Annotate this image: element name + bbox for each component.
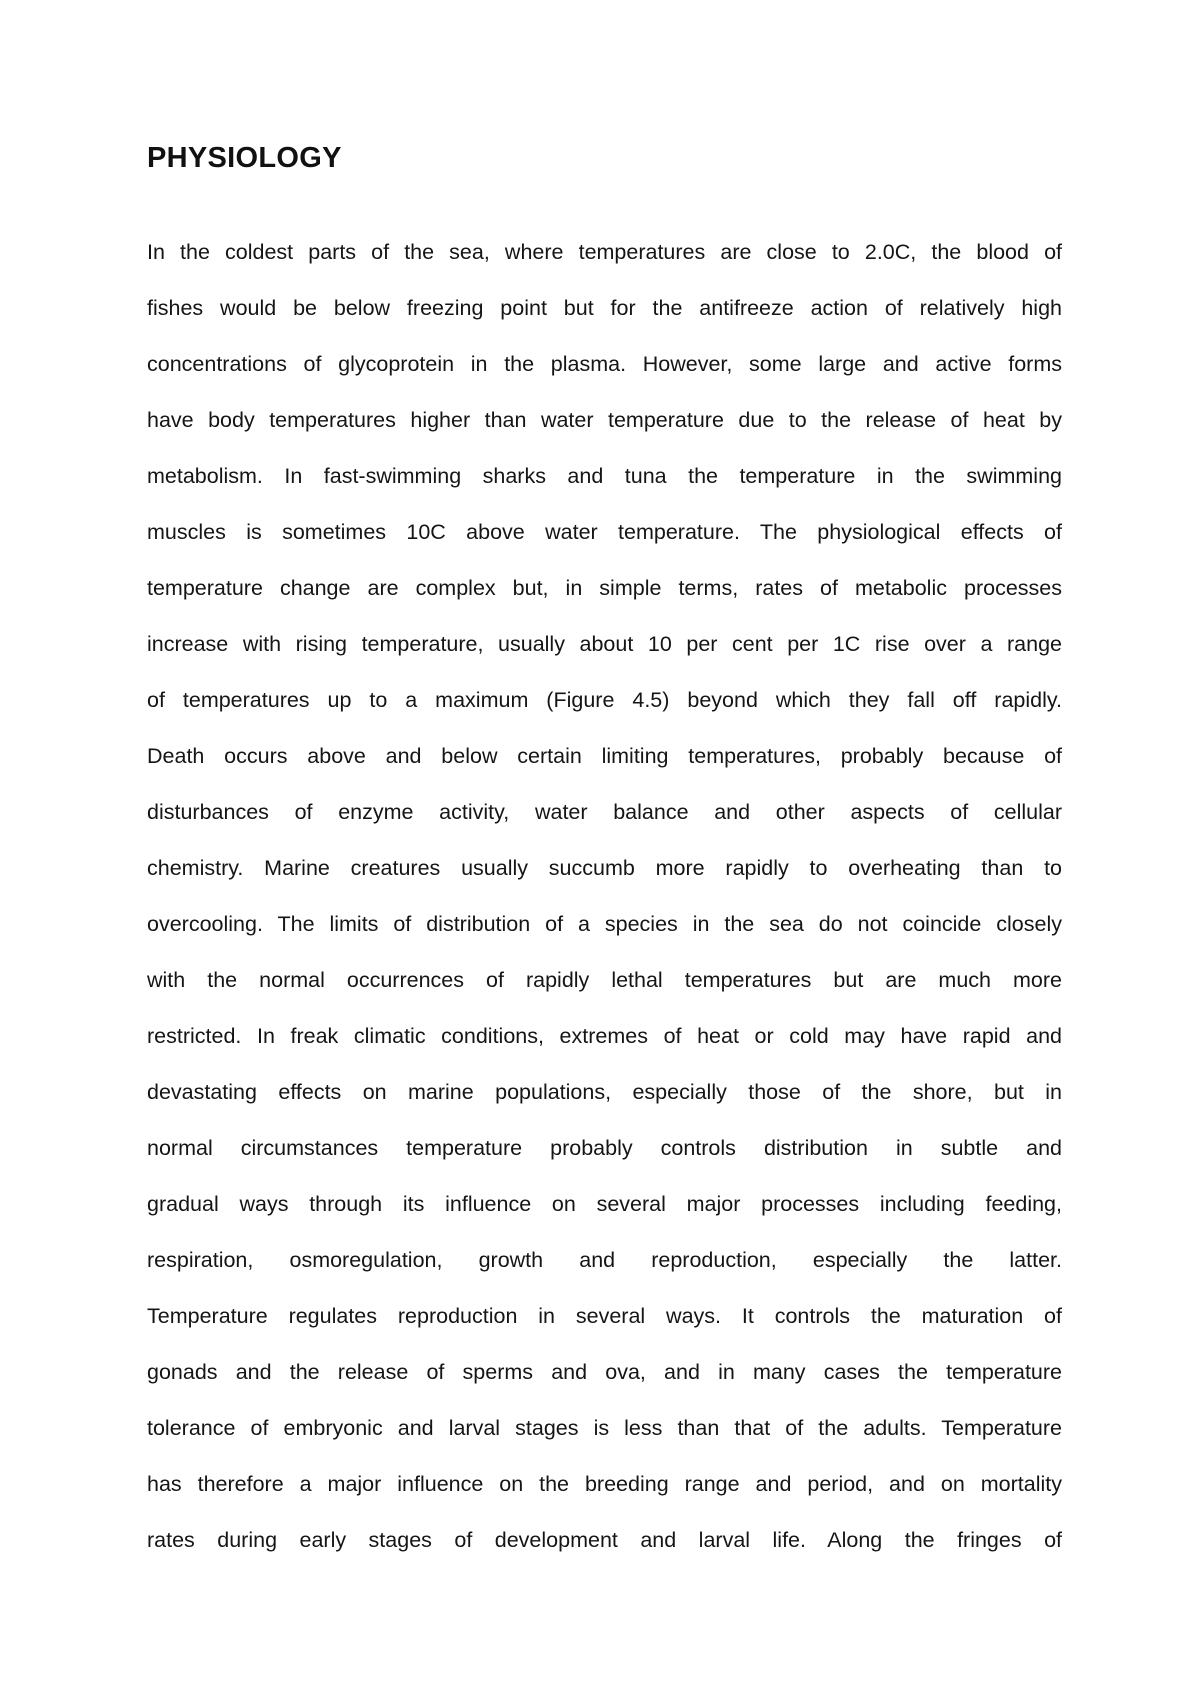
- text-line: of temperatures up to a maximum (Figure 4.5) beyond which they fall off rapidly.: [147, 688, 1062, 712]
- text-line: devastating effects on marine populations, especially those of the shore, but in: [147, 1080, 1062, 1104]
- text-line: Death occurs above and below certain limiting temperatures, probably because of: [147, 744, 1062, 768]
- text-line: rates during early stages of development and larval life. Along the fringes of: [147, 1528, 1062, 1552]
- text-line: Temperature regulates reproduction in several ways. It controls the maturation of: [147, 1304, 1062, 1328]
- text-line: have body temperatures higher than water temperature due to the release of heat by: [147, 408, 1062, 432]
- text-line: overcooling. The limits of distribution of a species in the sea do not coincide closely: [147, 912, 1062, 936]
- text-line: increase with rising temperature, usually about 10 per cent per 1C rise over a range: [147, 632, 1062, 656]
- page-title: PHYSIOLOGY: [147, 142, 342, 174]
- text-line: normal circumstances temperature probably controls distribution in subtle and: [147, 1136, 1062, 1160]
- text-line: fishes would be below freezing point but for the antifreeze action of relatively high: [147, 296, 1062, 320]
- text-line: temperature change are complex but, in simple terms, rates of metabolic processes: [147, 576, 1062, 600]
- text-line: gonads and the release of sperms and ova, and in many cases the temperature: [147, 1360, 1062, 1384]
- text-line: In the coldest parts of the sea, where temperatures are close to 2.0C, the blood of: [147, 240, 1062, 264]
- text-line: tolerance of embryonic and larval stages is less than that of the adults. Temperature: [147, 1416, 1062, 1440]
- body-paragraph: [147, 232, 1062, 1576]
- text-line: muscles is sometimes 10C above water temperature. The physiological effects of: [147, 520, 1062, 544]
- text-line: chemistry. Marine creatures usually succumb more rapidly to overheating than to: [147, 856, 1062, 880]
- text-line: concentrations of glycoprotein in the plasma. However, some large and active forms: [147, 352, 1062, 376]
- text-line: has therefore a major influence on the breeding range and period, and on mortality: [147, 1472, 1062, 1496]
- text-line: restricted. In freak climatic conditions, extremes of heat or cold may have rapid and: [147, 1024, 1062, 1048]
- text-line: metabolism. In fast-swimming sharks and tuna the temperature in the swimming: [147, 464, 1062, 488]
- text-line: respiration, osmoregulation, growth and reproduction, especially the latter.: [147, 1248, 1062, 1272]
- text-line: with the normal occurrences of rapidly lethal temperatures but are much more: [147, 968, 1062, 992]
- text-line: disturbances of enzyme activity, water balance and other aspects of cellular: [147, 800, 1062, 824]
- text-line: gradual ways through its influence on several major processes including feeding,: [147, 1192, 1062, 1216]
